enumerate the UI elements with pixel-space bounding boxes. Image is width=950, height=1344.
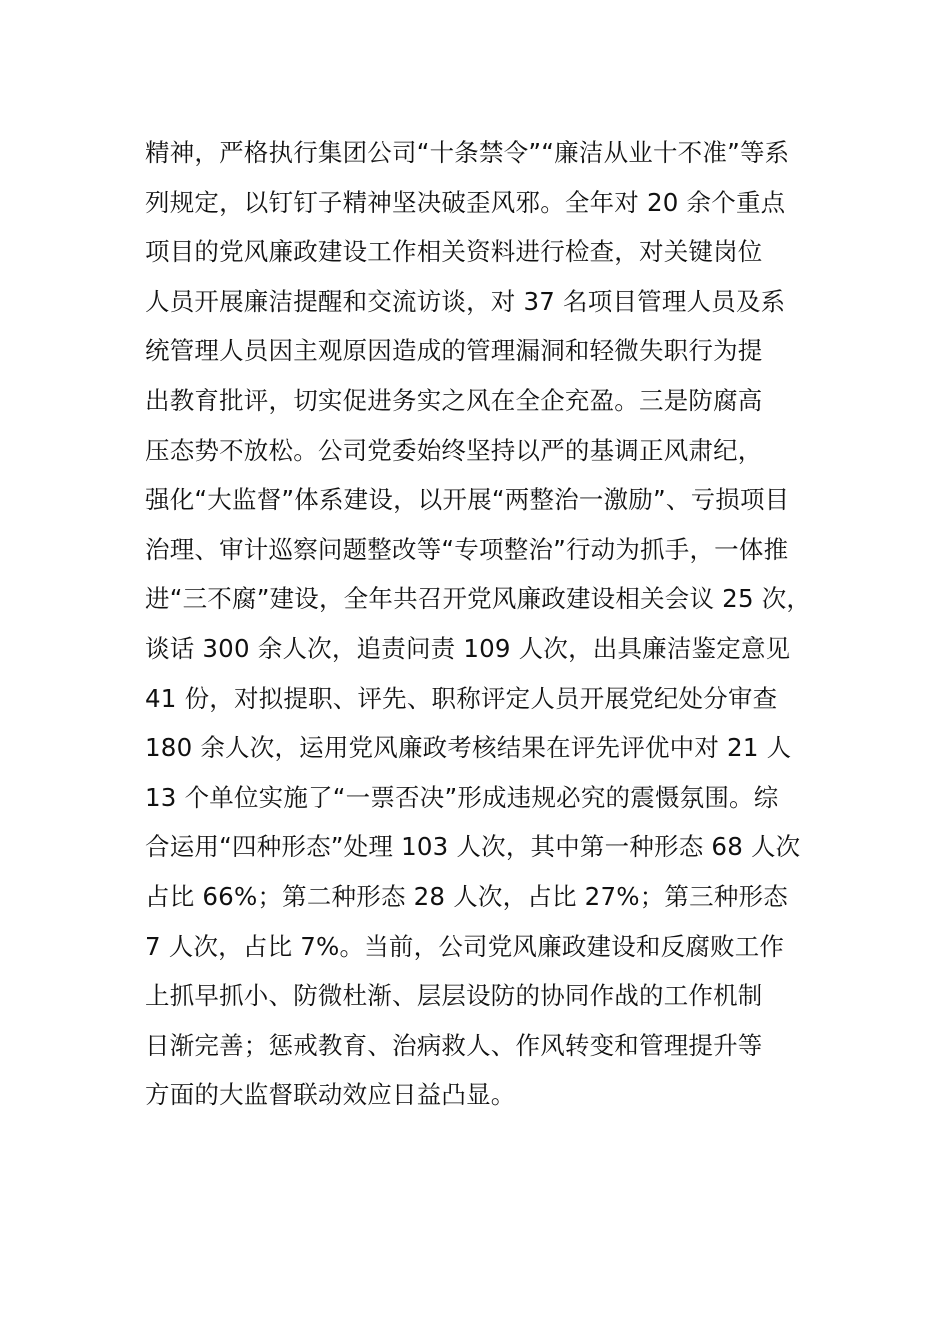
text-line: 项目的党风廉政建设工作相关资料进行检查，对关键岗位 — [145, 237, 763, 267]
body-paragraph — [145, 128, 845, 1120]
text-line: 治理、审计巡察问题整改等“专项整治”行动为抓手，一体推 — [145, 534, 789, 564]
text-line: 进“三不腐”建设，全年共召开党风廉政建设相关会议 25 次， — [145, 584, 812, 614]
text-line: 强化“大监督”体系建设，以开展“两整治一激励”、亏损项目 — [145, 485, 790, 515]
text-line: 合运用“四种形态”处理 103 人次，其中第一种形态 68 人次 — [145, 832, 801, 862]
text-line: 谈话 300 余人次，追责问责 109 人次，出具廉洁鉴定意见 — [145, 633, 791, 663]
text-line: 方面的大监督联动效应日益凸显。 — [145, 1080, 516, 1110]
text-line: 41 份，对拟提职、评先、职称评定人员开展党纪处分审查 — [145, 683, 778, 713]
text-line: 人员开展廉洁提醒和交流访谈，对 37 名项目管理人员及系 — [145, 286, 786, 316]
text-line: 占比 66%；第二种形态 28 人次，占比 27%；第三种形态 — [145, 881, 788, 911]
text-line: 统管理人员因主观原因造成的管理漏洞和轻微失职行为提 — [145, 336, 763, 366]
text-line: 列规定，以钉钉子精神坚决破歪风邪。全年对 20 余个重点 — [145, 187, 786, 217]
text-line: 精神，严格执行集团公司“十条禁令”“廉洁从业十不准”等系 — [145, 138, 790, 167]
text-line: 13 个单位实施了“一票否决”形成违规必究的震慑氛围。综 — [145, 782, 779, 812]
text-line: 7 人次，占比 7%。当前，公司党风廉政建设和反腐败工作 — [145, 931, 785, 961]
text-line: 日渐完善；惩戒教育、治病救人、作风转变和管理提升等 — [145, 1030, 763, 1060]
text-line: 出教育批评，切实促进务实之风在全企充盈。三是防腐高 — [145, 385, 763, 415]
text-line: 压态势不放松。公司党委始终坚持以严的基调正风肃纪， — [145, 435, 763, 465]
text-line: 上抓早抓小、防微杜渐、层层设防的协同作战的工作机制 — [145, 981, 763, 1011]
text-line: 180 余人次，运用党风廉政考核结果在评先评优中对 21 人 — [145, 733, 792, 763]
